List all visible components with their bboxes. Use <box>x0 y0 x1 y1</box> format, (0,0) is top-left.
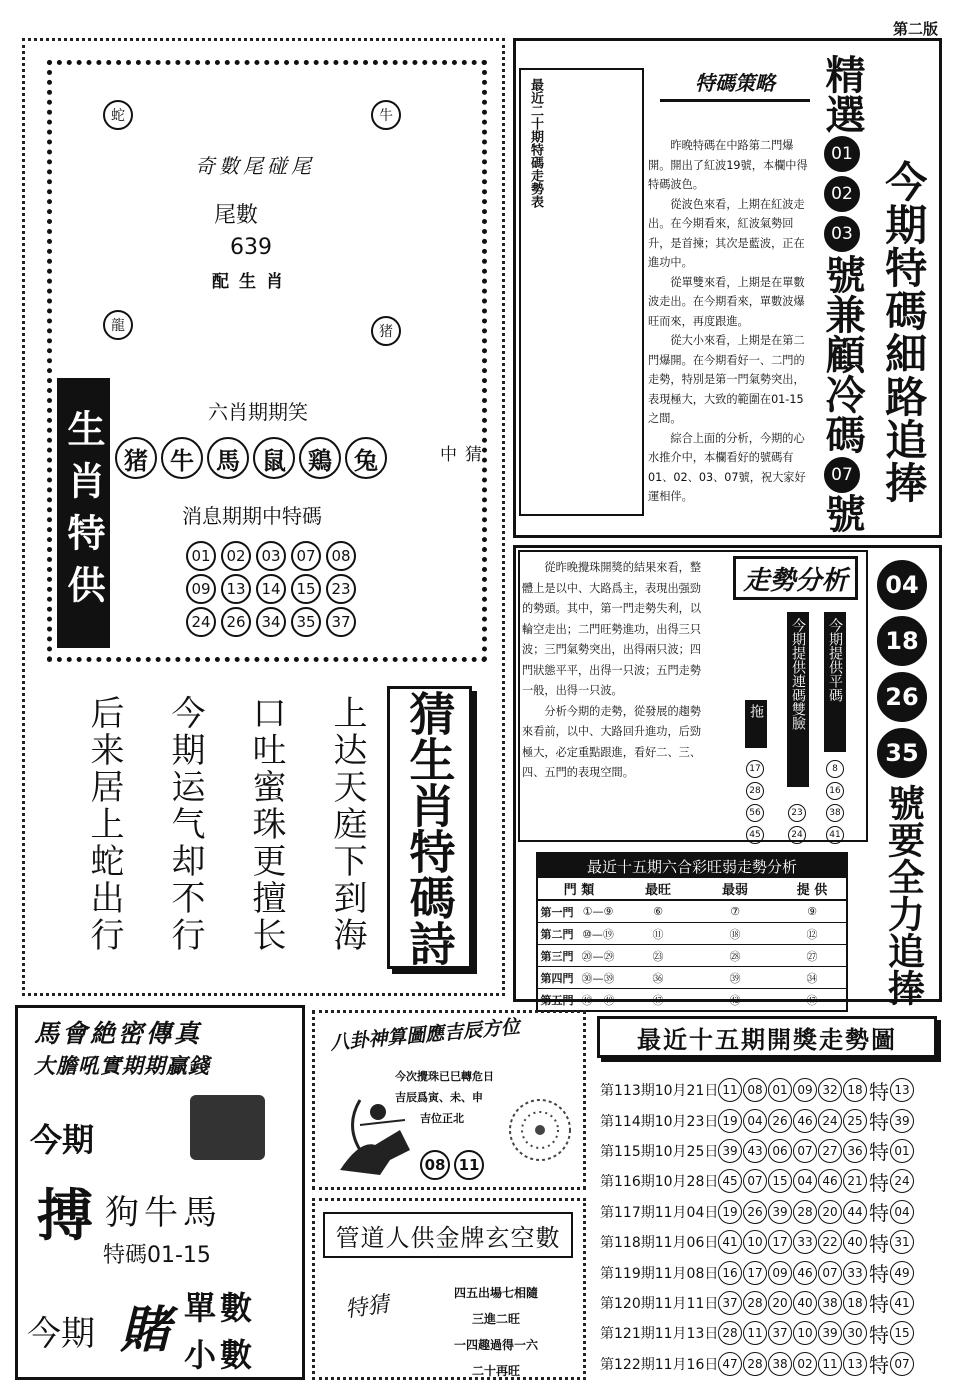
zodiac-pick: 馬 <box>207 437 249 479</box>
selected-number: 02 <box>824 176 860 212</box>
zodiac-pick: 鶏 <box>299 437 341 479</box>
result-ball: 09 <box>768 1261 792 1285</box>
linked-code-title: 今期提供連碼雙臉 <box>787 612 809 787</box>
header-cell: 門 類 <box>563 883 595 898</box>
special-ball: 13 <box>890 1078 914 1102</box>
gate-value: ⑦ <box>730 905 740 918</box>
bagua-number: 08 <box>420 1150 450 1180</box>
result-ball: 09 <box>793 1078 817 1102</box>
special-ball: 15 <box>890 1321 914 1345</box>
result-row <box>600 1227 940 1257</box>
zodiac-special-side-title: 生肖特供 <box>57 378 110 648</box>
tail-label: 尾數 <box>214 203 259 228</box>
header-cell: 最弱 <box>721 883 748 898</box>
special-label: 特 <box>869 1353 889 1378</box>
small-ball: 45 <box>746 826 764 844</box>
header-cell: 最旺 <box>644 883 671 898</box>
result-ball: 38 <box>768 1352 792 1376</box>
special-label: 特 <box>869 1262 889 1287</box>
result-ball: 07 <box>793 1139 817 1163</box>
special-label: 特 <box>869 1110 889 1135</box>
gate-value: ⑱ <box>729 927 741 941</box>
result-ball: 10 <box>743 1230 767 1254</box>
drag-code-numbers <box>746 760 764 844</box>
special-label: 特 <box>869 1231 889 1256</box>
result-ball: 04 <box>793 1169 817 1193</box>
result-ball: 18 <box>843 1291 867 1315</box>
zodiac-pick: 鼠 <box>253 437 295 479</box>
number-ball: 01 <box>186 541 216 571</box>
result-ball: 37 <box>718 1291 742 1315</box>
odd-numbers-label: 單數 <box>184 1289 257 1327</box>
small-ball: 23 <box>788 804 806 822</box>
bagua-line-1: 今次攪珠已巳轉危日 <box>395 1070 494 1083</box>
xuankong-line: 一四趣過得一六 <box>453 1338 538 1352</box>
poem-line: 上达天庭下到海 <box>327 695 367 954</box>
result-ball: 28 <box>743 1291 767 1315</box>
gate-range: ㉚—㊴ <box>581 971 615 985</box>
linked-code-numbers <box>788 804 806 844</box>
poem-title: 猜生肖特碼詩 <box>402 689 457 966</box>
result-ball: 47 <box>718 1352 742 1376</box>
gate-value: ㉓ <box>652 949 664 963</box>
strength-table-row <box>538 966 846 988</box>
zodiac-corner-snake: 蛇 <box>103 100 133 130</box>
horse-club-logo <box>190 1095 265 1160</box>
number-ball: 13 <box>221 574 251 604</box>
result-ball: 19 <box>718 1200 742 1224</box>
zodiac-row <box>115 437 387 479</box>
strategy-paragraph: 從單雙來看，上期是在單數波走出。在今期看來，單數波爆旺而來，再度跟進。 <box>648 275 805 328</box>
result-ball: 17 <box>743 1261 767 1285</box>
gate-value: ㊱ <box>652 971 664 985</box>
xuankong-line: 三進二旺 <box>471 1312 520 1326</box>
strength-table-row <box>538 922 846 944</box>
chase-number: 04 <box>877 560 927 610</box>
gate-range: ⑩—⑲ <box>582 927 614 941</box>
number-ball: 14 <box>256 574 286 604</box>
result-ball: 43 <box>743 1139 767 1163</box>
selected-number: 01 <box>824 136 860 172</box>
result-period: 第119期11月08日 <box>600 1265 719 1282</box>
result-row <box>600 1105 940 1135</box>
results-list <box>600 1075 940 1379</box>
bagua-line-2: 吉辰爲寅、未、申 <box>395 1091 483 1104</box>
fax-subtitle: 大膽吼實期期贏錢 <box>34 1054 210 1078</box>
this-issue-label-2: 今期 <box>27 1314 95 1354</box>
gate-value: ㉘ <box>729 949 741 963</box>
gate-value: ⑨ <box>807 905 817 918</box>
result-ball: 39 <box>768 1200 792 1224</box>
small-ball: 28 <box>746 782 764 800</box>
selected-tail: 號兼顧冷碼 <box>819 254 865 454</box>
zodiac-pick: 牛 <box>161 437 203 479</box>
result-ball: 17 <box>768 1230 792 1254</box>
result-ball: 18 <box>843 1078 867 1102</box>
odd-tail-title: 奇數尾碰尾 <box>195 154 315 178</box>
result-ball: 30 <box>843 1321 867 1345</box>
strategy-paragraph: 從大小來看，上期是在第二門爆開。在今期看好一、二門的走勢，特別是第一門氣勢突出，表現極大，大致的範圍在01-15之間。 <box>648 334 805 425</box>
zodiac-corner-pig: 猪 <box>371 316 401 346</box>
strategy-paragraph: 綜合上面的分析，今期的心水推介中，本欄看好的號碼有01、02、03、07號，祝大家好運相伴。 <box>648 431 806 503</box>
small-ball: 17 <box>746 760 764 778</box>
drag-code-title: 拖 <box>745 700 767 748</box>
result-period: 第114期10月23日 <box>600 1113 719 1130</box>
selected-number: 03 <box>824 216 860 252</box>
trend-paragraph: 分析今期的走勢，從發展的趨勢來看前，以中、大路回升進功，后勁極大，必定重點跟進，看好二、三、四、五門的表現空間。 <box>522 704 702 779</box>
result-ball: 06 <box>768 1139 792 1163</box>
result-period: 第115期10月25日 <box>600 1143 719 1160</box>
number-ball: 34 <box>256 607 286 637</box>
gamble-char: 賭 <box>120 1300 170 1359</box>
flat-code-title: 今期提供平碼 <box>824 612 846 752</box>
poem-line: 口吐蜜珠更擅长 <box>246 695 286 954</box>
header-cell: 提 供 <box>796 883 828 898</box>
special-label: 特 <box>869 1140 889 1165</box>
bagua-numbers <box>420 1150 484 1180</box>
six-zodiac-title: 六肖期期笑 <box>208 400 308 424</box>
special-label: 特 <box>869 1170 889 1195</box>
strength-table-row <box>538 944 846 966</box>
result-ball: 38 <box>818 1291 842 1315</box>
gate-name: 第三門 <box>540 949 574 963</box>
gate-value: ㊼ <box>806 993 818 1007</box>
result-ball: 40 <box>793 1291 817 1315</box>
result-period: 第113期10月21日 <box>600 1083 719 1100</box>
gate-name: 第四門 <box>540 971 574 985</box>
result-ball: 10 <box>793 1321 817 1345</box>
result-period: 第120期11月11日 <box>600 1295 719 1312</box>
number-ball: 09 <box>186 574 216 604</box>
special-label: 特 <box>869 1322 889 1347</box>
result-ball: 33 <box>793 1230 817 1254</box>
result-row <box>600 1257 940 1287</box>
result-ball: 39 <box>718 1139 742 1163</box>
special-ball: 49 <box>890 1261 914 1285</box>
flat-code-numbers <box>826 760 844 844</box>
result-row <box>600 1197 940 1227</box>
xuankong-title: 管道人供金牌玄空數 <box>323 1212 573 1258</box>
result-ball: 44 <box>843 1200 867 1224</box>
result-ball: 16 <box>718 1261 742 1285</box>
guess-side-word: 猜中 <box>436 445 481 532</box>
result-ball: 21 <box>843 1169 867 1193</box>
special-range: 特碼01-15 <box>103 1243 211 1268</box>
number-ball: 15 <box>291 574 321 604</box>
selected-numbers-column <box>820 54 864 533</box>
gate-value: ⑫ <box>806 927 818 941</box>
strength-table <box>536 852 848 1012</box>
gate-range: ⑳—㉙ <box>581 949 615 963</box>
poem-line: 后来居上蛇出行 <box>84 695 124 954</box>
result-ball: 28 <box>793 1200 817 1224</box>
result-ball: 07 <box>818 1261 842 1285</box>
results-title: 最近十五期開獎走勢圖 <box>597 1016 937 1058</box>
special-label: 特 <box>869 1079 889 1104</box>
gate-value: ⑥ <box>653 905 663 918</box>
result-row <box>600 1136 940 1166</box>
strength-table-body <box>538 900 846 1010</box>
special-label: 特 <box>869 1201 889 1226</box>
result-ball: 11 <box>818 1352 842 1376</box>
small-ball: 8 <box>826 760 844 778</box>
strategy-side-title: 最近二十期特碼走勢表 <box>528 78 543 208</box>
result-period: 第122期11月16日 <box>600 1356 719 1373</box>
chase-number: 26 <box>877 672 927 722</box>
result-row <box>600 1166 940 1196</box>
special-ball: 41 <box>890 1291 914 1315</box>
result-ball: 07 <box>743 1169 767 1193</box>
result-ball: 19 <box>718 1109 742 1133</box>
small-ball: 38 <box>826 804 844 822</box>
archer-rider-icon <box>330 1090 420 1180</box>
zodiac-corner-dragon: 龍 <box>103 310 133 340</box>
strength-table-header <box>538 878 846 900</box>
this-issue-label: 今期 <box>30 1121 95 1159</box>
chase-tail: 號要全力追捧 <box>881 784 925 1006</box>
strength-table-title: 最近十五期六合彩旺弱走勢分析 <box>538 854 846 878</box>
gate-value: ⑪ <box>652 927 664 941</box>
result-period: 第118期11月06日 <box>600 1235 719 1252</box>
result-ball: 46 <box>793 1109 817 1133</box>
result-ball: 33 <box>843 1261 867 1285</box>
gate-value: ㊴ <box>729 971 741 985</box>
xuankong-line: 四五出場七相隨 <box>453 1286 538 1300</box>
gate-range: ㊵—㊾ <box>581 993 615 1007</box>
bet-animals: 狗牛馬 <box>105 1193 222 1233</box>
result-ball: 39 <box>818 1321 842 1345</box>
bagua-number: 11 <box>454 1150 484 1180</box>
strategy-paragraph: 昨晚特碼在中路第二門爆開。開出了紅波19號，本欄中得特碼波色。 <box>648 139 808 191</box>
result-row <box>600 1349 940 1379</box>
trend-paragraph: 從昨晚攪珠開獎的結果來看，整體上是以中、大路爲主，表現出强勁的勢頭。其中，第一門走勢失利，以輪空走出；二門旺勢進功，出得三只波；三門氣勢突出，出得兩只波；四門狀態平平，出得一只波；五門走勢一般，出得一只波。 <box>522 561 702 697</box>
zodiac-pick: 兔 <box>345 437 387 479</box>
trend-text <box>522 558 712 784</box>
result-ball: 46 <box>793 1261 817 1285</box>
result-ball: 11 <box>718 1078 742 1102</box>
chase-number: 18 <box>877 616 927 666</box>
number-ball: 03 <box>256 541 286 571</box>
bagua-line-3: 吉位正北 <box>420 1112 464 1125</box>
fax-title: 馬會絶密傳真 <box>34 1019 203 1048</box>
result-row <box>600 1318 940 1348</box>
gate-value: ㉗ <box>806 949 818 963</box>
xuankong-poem <box>436 1280 556 1384</box>
result-period: 第121期11月13日 <box>600 1326 719 1343</box>
result-ball: 26 <box>768 1109 792 1133</box>
bet-char: 搏 <box>37 1183 93 1249</box>
message-title: 消息期期中特碼 <box>182 504 322 528</box>
chase-number: 35 <box>877 728 927 778</box>
result-ball: 27 <box>818 1139 842 1163</box>
strength-table-row <box>538 988 846 1010</box>
result-ball: 13 <box>843 1352 867 1376</box>
bagua-dial-icon <box>505 1095 575 1165</box>
pei-label: 配生肖 <box>212 272 293 292</box>
number-ball: 37 <box>326 607 356 637</box>
result-ball: 24 <box>818 1109 842 1133</box>
special-ball: 07 <box>890 1352 914 1376</box>
strategy-logo: 特碼策略 <box>660 64 810 102</box>
result-ball: 20 <box>768 1291 792 1315</box>
gate-value: ㉞ <box>806 971 818 985</box>
strength-table-row <box>538 900 846 922</box>
result-row <box>600 1075 940 1105</box>
number-ball: 24 <box>186 607 216 637</box>
tail-value: 639 <box>230 235 272 260</box>
number-ball: 26 <box>221 607 251 637</box>
special-number-grid <box>186 541 361 637</box>
result-ball: 02 <box>793 1352 817 1376</box>
small-ball: 41 <box>826 826 844 844</box>
special-ball: 01 <box>890 1139 914 1163</box>
result-ball: 04 <box>743 1109 767 1133</box>
small-ball: 56 <box>746 804 764 822</box>
poem-line: 今期运气却不行 <box>165 695 205 954</box>
gate-range: ①—⑨ <box>582 905 614 918</box>
strategy-text <box>648 136 808 507</box>
gate-value: ㊷ <box>729 993 741 1007</box>
signature-mark: 特猜 <box>343 1292 391 1323</box>
special-ball: 24 <box>890 1169 914 1193</box>
gate-name: 第一門 <box>540 905 574 919</box>
special-ball: 04 <box>890 1200 914 1224</box>
result-ball: 36 <box>843 1139 867 1163</box>
result-ball: 01 <box>768 1078 792 1102</box>
selected-head: 精選 <box>819 54 865 134</box>
result-ball: 15 <box>768 1169 792 1193</box>
chase-numbers-column <box>872 560 932 1006</box>
result-period: 第116期10月28日 <box>600 1174 719 1191</box>
poem-columns <box>80 695 372 954</box>
result-ball: 26 <box>743 1200 767 1224</box>
trend-logo: 走勢分析 <box>733 556 858 600</box>
number-ball: 02 <box>221 541 251 571</box>
poem-title-box <box>387 686 472 969</box>
zodiac-corner-ox: 牛 <box>371 100 401 130</box>
result-ball: 37 <box>768 1321 792 1345</box>
edition-label: 第二版 <box>893 20 939 38</box>
special-ball: 31 <box>890 1230 914 1254</box>
gate-name: 第二門 <box>540 927 574 941</box>
result-ball: 22 <box>818 1230 842 1254</box>
result-ball: 41 <box>718 1230 742 1254</box>
result-row <box>600 1288 940 1318</box>
number-ball: 23 <box>326 574 356 604</box>
number-ball: 35 <box>291 607 321 637</box>
special-ball: 39 <box>890 1109 914 1133</box>
this-issue-headline: 今期特碼細路追捧 <box>879 160 929 504</box>
number-ball: 08 <box>326 541 356 571</box>
result-ball: 46 <box>818 1169 842 1193</box>
number-ball: 07 <box>291 541 321 571</box>
gate-value: ㊼ <box>652 993 664 1007</box>
xuankong-line: 二十再旺 <box>471 1364 520 1378</box>
small-ball: 24 <box>788 826 806 844</box>
result-ball: 25 <box>843 1109 867 1133</box>
result-ball: 40 <box>843 1230 867 1254</box>
selected-cold-number: 07 <box>824 457 860 493</box>
result-period: 第117期11月04日 <box>600 1204 719 1221</box>
special-label: 特 <box>869 1292 889 1317</box>
result-ball: 28 <box>718 1321 742 1345</box>
zodiac-pick: 猪 <box>115 437 157 479</box>
result-ball: 28 <box>743 1352 767 1376</box>
result-ball: 08 <box>743 1078 767 1102</box>
bagua-title: 八卦神算圖應吉辰方位 <box>329 1015 521 1055</box>
result-ball: 45 <box>718 1169 742 1193</box>
selected-end: 號 <box>819 493 865 533</box>
result-ball: 11 <box>743 1321 767 1345</box>
gate-name: 第五門 <box>540 993 574 1007</box>
small-ball: 16 <box>826 782 844 800</box>
strategy-paragraph: 從波色來看，上期在紅波走出。在今期看來，紅波氣勢回升，是首揀；其次是藍波，正在進功中。 <box>648 197 805 269</box>
small-numbers-label: 小數 <box>184 1336 257 1374</box>
result-ball: 32 <box>818 1078 842 1102</box>
result-ball: 20 <box>818 1200 842 1224</box>
